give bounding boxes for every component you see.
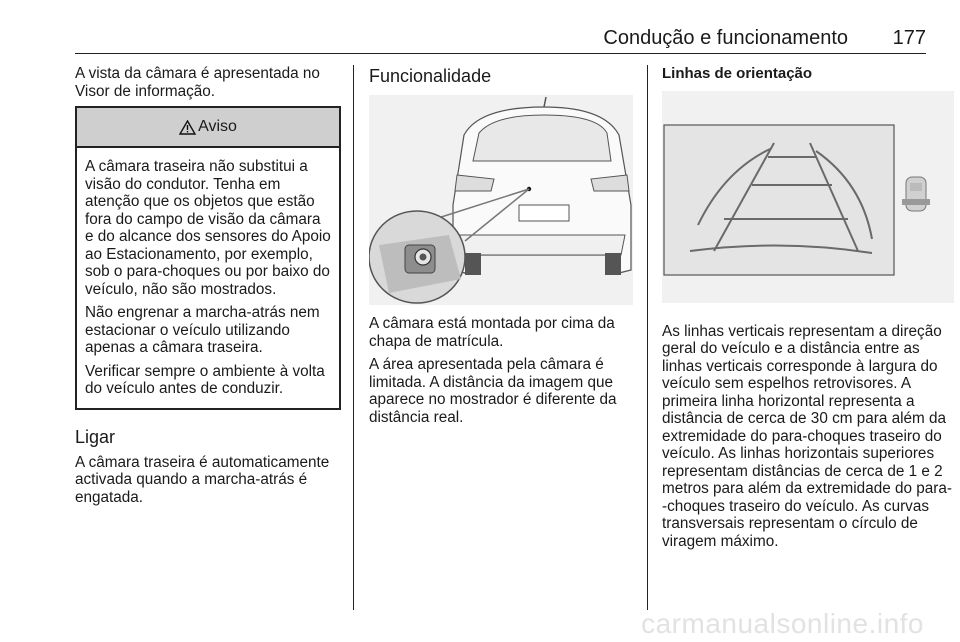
- functionality-paragraph: A área apresentada pela câmara é limitada. A distância da imagem que aparece no mostrador é diferente da distância real.: [369, 356, 617, 426]
- column-divider: [353, 65, 354, 610]
- column-2: [369, 65, 633, 432]
- warning-paragraph: A câmara traseira não substitui a visão do condutor. Tenha em atenção que os objetos que estão fora do campo de visão da câmara e do alcance dos sensores do Apoio ao Estacionamento, por exemplo, sob o para-choques ou por baixo do veículo, não são mostrados.: [85, 158, 331, 298]
- warning-box: [75, 106, 341, 410]
- warning-header: [77, 108, 339, 148]
- section-title: Condução e funcionamento: [603, 27, 848, 49]
- warning-title: Aviso: [198, 118, 237, 136]
- column-divider: [647, 65, 648, 610]
- functionality-paragraph: A câmara está montada por cima da chapa de matrícula.: [369, 315, 615, 350]
- guidelines-illustration: [662, 91, 954, 303]
- header-rule: [75, 53, 926, 54]
- guidelines-heading: Linhas de orientação: [662, 65, 813, 82]
- column-3: [662, 65, 958, 556]
- warning-body: [77, 148, 339, 408]
- ligar-text: A câmara traseira é automaticamente activada quando a marcha-atrás é engatada.: [75, 453, 330, 506]
- warning-paragraph: Verificar sempre o ambiente à volta do veículo antes de conduzir.: [85, 362, 325, 397]
- ligar-heading: Ligar: [75, 426, 116, 447]
- intro-text: A vista da câmara é apresentada no Visor de informação.: [75, 65, 320, 100]
- warning-triangle-icon: [179, 120, 196, 135]
- functionality-heading: Funcionalidade: [369, 66, 492, 86]
- guidelines-text: As linhas verticais representam a direção geral do veículo e a distância entre as linhas verticais corresponde à largura do veículo sem espelhos retrovisores. A primeira linha horizontal representa a distância de cerca de 30 cm para além da extremidade do para-choques traseiro do veículo. As linhas horizontais superiores representam distâncias de cerca de 1 e 2 metros para além da extremidade do para- -choques traseiro do veículo. As curvas transversais representam o círculo de viragem máximo.: [662, 322, 952, 550]
- rear-camera-illustration: [369, 95, 633, 305]
- page-number: 177: [892, 27, 926, 49]
- watermark: carmanualsonline.info: [641, 608, 924, 639]
- car-icon: [902, 177, 930, 211]
- warning-paragraph: Não engrenar a marcha-atrás nem estacionar o veículo utilizando apenas a câmara traseira.: [85, 304, 320, 356]
- page-header: [0, 0, 960, 52]
- column-1: [75, 65, 341, 512]
